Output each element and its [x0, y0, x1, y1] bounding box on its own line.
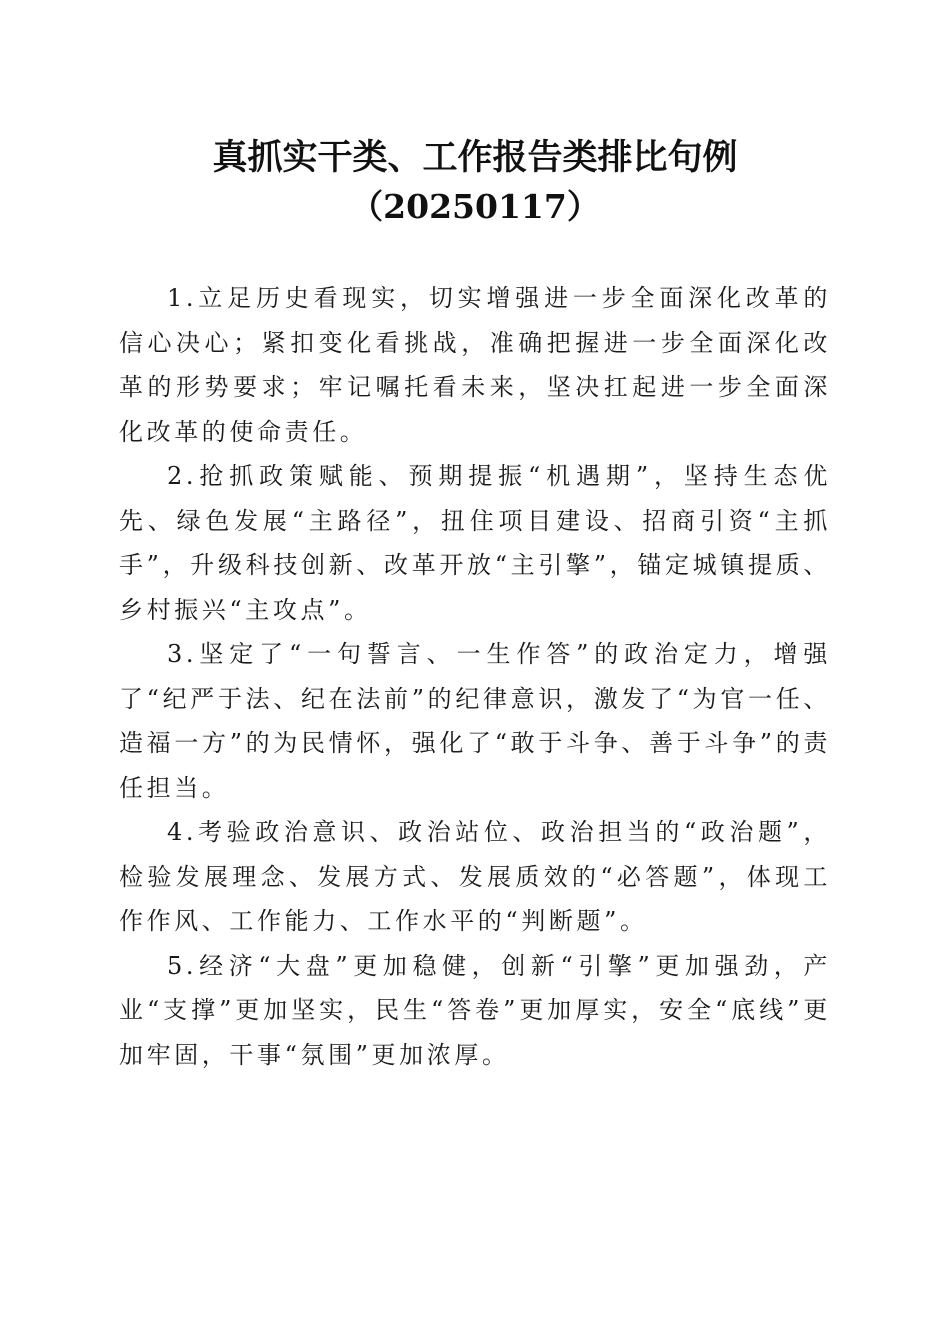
document-title: 真抓实干类、工作报告类排比句例 — [212, 137, 738, 178]
paragraph-2: 2.抢抓政策赋能、预期提振“机遇期”，坚持生态优先、绿色发展“主路径”，扭住项目建设、招商引资“主抓手”，升级科技创新、改革开放“主引擎”，锚定城镇提质、乡村振兴“主攻点”。 — [119, 462, 831, 624]
paragraph-3: 3.坚定了“一句誓言、一生作答”的政治定力，增强了“纪严于法、纪在法前”的纪律意识，激发了“为官一任、造福一方”的为民情怀，强化了“敢于斗争、善于斗争”的责任担当。 — [119, 640, 831, 802]
paragraph-5: 5.经济“大盘”更加稳健，创新“引擎”更加强劲，产业“支撑”更加坚实，民生“答卷”更加厚实，安全“底线”更加牢固，干事“氛围”更加浓厚。 — [119, 951, 831, 1069]
paragraph-1: 1.立足历史看现实，切实增强进一步全面深化改革的信心决心；紧扣变化看挑战，准确把握进一步全面深化改革的形势要求；牢记嘱托看未来，坚决扛起进一步全面深化改革的使命责任。 — [119, 284, 831, 446]
document-body — [119, 276, 831, 1077]
document-date: （20250117） — [350, 187, 600, 226]
title-block — [0, 132, 950, 230]
paragraph-4: 4.考验政治意识、政治站位、政治担当的“政治题”，检验发展理念、发展方式、发展质效的“必答题”，体现工作作风、工作能力、工作水平的“判断题”。 — [119, 818, 831, 935]
